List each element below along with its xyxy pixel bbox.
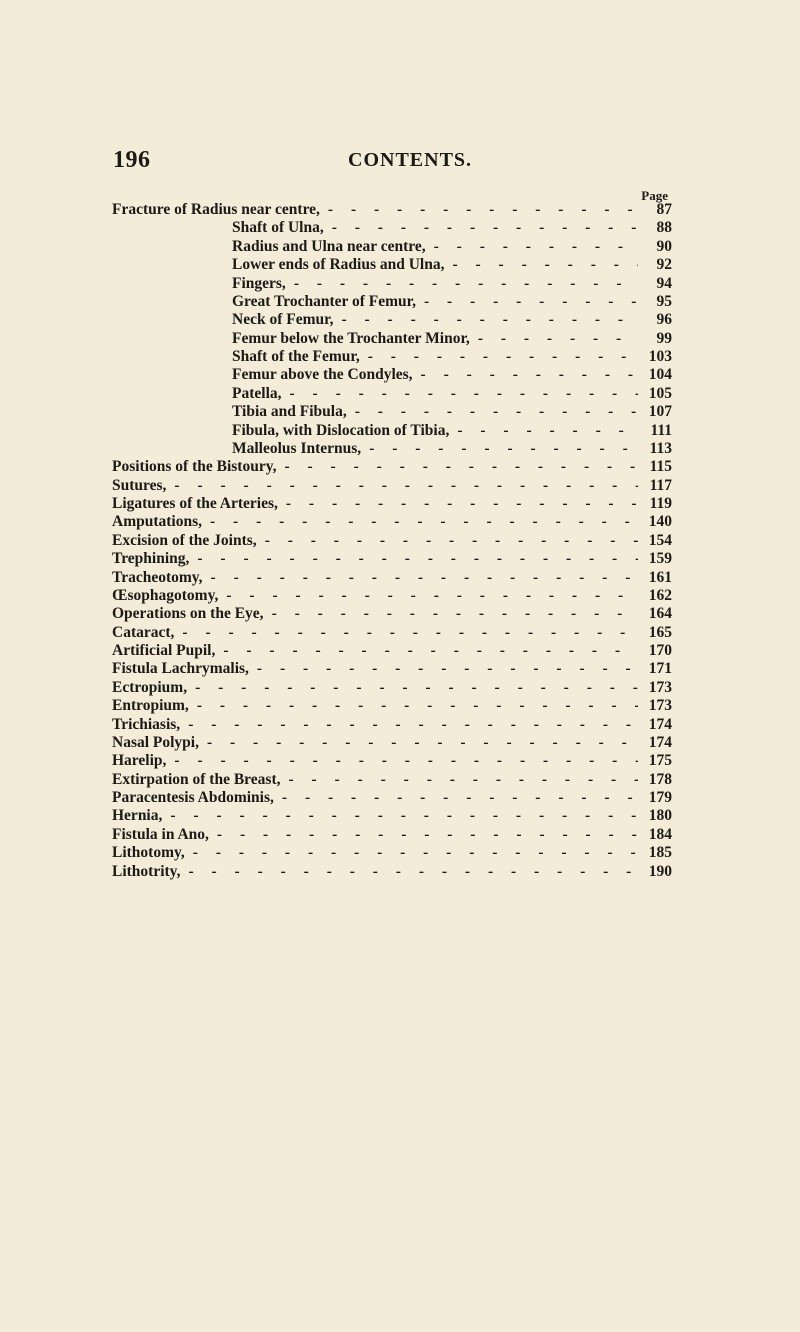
toc-entry-page: 119: [649, 495, 672, 512]
toc-entry-title: Ectropium,: [112, 678, 188, 696]
toc-entry-title: Paracentesis Abdominis,: [112, 789, 274, 806]
toc-entry: [112, 642, 672, 660]
toc-entry-page: 104: [648, 366, 672, 384]
toc-entry-page: 103: [648, 348, 672, 365]
toc-entry: [112, 366, 672, 384]
toc-entry-page: 105: [648, 384, 672, 402]
toc-entry: [112, 403, 672, 421]
toc-entry-page: 99: [656, 329, 672, 347]
toc-entry: [112, 844, 672, 862]
toc-entry-page: 111: [650, 421, 672, 439]
dot-leader: [218, 587, 638, 605]
dot-leader: [189, 697, 638, 715]
dot-leader: [470, 330, 638, 348]
toc-entry-page: 171: [648, 660, 672, 678]
toc-entry-page: 175: [648, 752, 672, 770]
toc-entry: [112, 605, 672, 623]
toc-entry-page: 88: [656, 219, 672, 237]
toc-entry-page: 87: [656, 201, 672, 218]
dot-leader: [264, 605, 638, 623]
toc-entry-title: Fibula, with Dislocation of Tibia,: [232, 421, 450, 439]
table-of-contents: [112, 201, 672, 881]
toc-entry: [112, 238, 672, 256]
toc-entry-page: 174: [648, 715, 672, 733]
toc-entry: [112, 440, 672, 458]
toc-entry-title: Harelip,: [112, 752, 167, 770]
toc-entry: [112, 422, 672, 440]
dot-leader: [274, 789, 638, 807]
toc-entry-page: 154: [648, 531, 672, 549]
dot-leader: [276, 458, 638, 476]
dot-leader: [347, 403, 638, 421]
toc-entry: [112, 495, 672, 513]
dot-leader: [413, 366, 638, 384]
toc-entry-title: Malleolus Internus,: [232, 439, 362, 457]
toc-entry: [112, 587, 672, 605]
toc-entry-title: Fistula Lachrymalis,: [112, 660, 249, 678]
toc-entry-page: 173: [648, 697, 672, 715]
dot-leader: [361, 440, 638, 458]
toc-entry-title: Great Trochanter of Femur,: [232, 292, 416, 310]
dot-leader: [202, 513, 638, 531]
dot-leader: [215, 642, 638, 660]
dot-leader: [416, 293, 638, 311]
toc-entry-title: Ligatures of the Arteries,: [112, 495, 278, 512]
toc-entry: [112, 201, 672, 219]
toc-entry: [112, 679, 672, 697]
toc-entry-title: Œsophagotomy,: [112, 586, 219, 604]
toc-entry-title: Amputations,: [112, 513, 203, 531]
toc-entry-page: 161: [648, 568, 672, 586]
toc-entry: [112, 293, 672, 311]
toc-entry-title: Trichiasis,: [112, 715, 181, 733]
toc-entry-page: 92: [656, 256, 672, 274]
dot-leader: [249, 660, 638, 678]
dot-leader: [209, 826, 638, 844]
dot-leader: [166, 477, 638, 495]
toc-entry: [112, 311, 672, 329]
dot-leader: [360, 348, 638, 366]
toc-entry-title: Lithotrity,: [112, 862, 181, 880]
toc-entry: [112, 807, 672, 825]
toc-entry-page: 178: [648, 770, 672, 788]
toc-entry-title: Fingers,: [232, 274, 286, 292]
dot-leader: [333, 311, 638, 329]
toc-entry-page: 164: [648, 605, 672, 623]
toc-entry-page: 140: [648, 513, 672, 531]
toc-entry: [112, 789, 672, 807]
toc-entry-page: 115: [649, 458, 672, 476]
toc-entry-page: 174: [648, 733, 672, 751]
toc-entry: [112, 348, 672, 366]
dot-leader: [203, 569, 638, 587]
toc-entry: [112, 697, 672, 715]
toc-entry-page: 180: [648, 807, 672, 825]
dot-leader: [162, 807, 638, 825]
toc-entry: [112, 532, 672, 550]
toc-entry: [112, 826, 672, 844]
toc-entry-page: 173: [648, 678, 672, 696]
toc-entry: [112, 458, 672, 476]
dot-leader: [444, 256, 638, 274]
toc-entry-title: Positions of the Bistoury,: [112, 458, 277, 476]
toc-entry-title: Radius and Ulna near centre,: [232, 237, 426, 255]
toc-entry-title: Femur below the Trochanter Minor,: [232, 329, 470, 347]
toc-entry-title: Tibia and Fibula,: [232, 403, 347, 421]
toc-entry-page: 117: [649, 476, 672, 494]
dot-leader: [199, 734, 638, 752]
toc-entry: [112, 716, 672, 734]
dot-leader: [324, 219, 638, 237]
toc-entry-title: Trephining,: [112, 550, 190, 568]
toc-entry-title: Fistula in Ano,: [112, 825, 209, 843]
page-column-label: Page: [641, 188, 668, 203]
toc-entry: [112, 624, 672, 642]
toc-entry: [112, 863, 672, 881]
toc-entry-title: Shaft of the Femur,: [232, 348, 360, 365]
toc-entry-title: Shaft of Ulna,: [232, 219, 324, 237]
toc-entry-title: Sutures,: [112, 476, 167, 494]
page-header: [0, 147, 800, 175]
toc-entry-page: 185: [648, 844, 672, 862]
toc-entry: [112, 771, 672, 789]
toc-entry-title: Lithotomy,: [112, 844, 185, 862]
toc-entry-title: Artificial Pupil,: [112, 642, 216, 659]
toc-entry: [112, 660, 672, 678]
toc-entry-title: Femur above the Condyles,: [232, 366, 413, 384]
toc-entry-page: 170: [648, 642, 672, 659]
toc-entry-page: 165: [648, 623, 672, 641]
dot-leader: [320, 201, 638, 219]
toc-entry-page: 190: [648, 862, 672, 880]
dot-leader: [180, 716, 638, 734]
toc-entry-page: 107: [648, 403, 672, 421]
toc-entry-page: 94: [656, 274, 672, 292]
toc-entry: [112, 219, 672, 237]
toc-entry-title: Hernia,: [112, 807, 163, 825]
toc-entry: [112, 330, 672, 348]
dot-leader: [426, 238, 638, 256]
toc-entry: [112, 513, 672, 531]
toc-entry-title: Patella,: [232, 384, 282, 402]
running-head: CONTENTS.: [348, 149, 473, 171]
dot-leader: [449, 422, 638, 440]
toc-entry-title: Operations on the Eye,: [112, 605, 264, 623]
toc-entry-title: Lower ends of Radius and Ulna,: [232, 256, 445, 274]
dot-leader: [166, 752, 638, 770]
dot-leader: [257, 532, 638, 550]
toc-entry-title: Cataract,: [112, 623, 175, 641]
dot-leader: [280, 771, 638, 789]
toc-entry: [112, 569, 672, 587]
toc-entry-title: Tracheotomy,: [112, 568, 203, 586]
page-number: 196: [113, 147, 151, 173]
toc-entry: [112, 752, 672, 770]
toc-entry-title: Excision of the Joints,: [112, 531, 257, 549]
toc-entry: [112, 385, 672, 403]
dot-leader: [180, 863, 638, 881]
toc-entry-page: 90: [656, 237, 672, 255]
toc-entry-title: Neck of Femur,: [232, 311, 334, 329]
toc-entry-page: 162: [648, 586, 672, 604]
dot-leader: [189, 550, 638, 568]
toc-entry-page: 184: [648, 825, 672, 843]
dot-leader: [174, 624, 638, 642]
toc-entry: [112, 734, 672, 752]
toc-entry-title: Entropium,: [112, 697, 189, 715]
dot-leader: [286, 275, 638, 293]
dot-leader: [187, 679, 638, 697]
dot-leader: [282, 385, 639, 403]
toc-entry-page: 95: [656, 292, 672, 310]
toc-entry: [112, 477, 672, 495]
toc-entry-page: 179: [648, 789, 672, 806]
toc-entry-page: 96: [656, 311, 672, 329]
toc-entry: [112, 550, 672, 568]
toc-entry: [112, 275, 672, 293]
toc-entry: [112, 256, 672, 274]
toc-entry-title: Extirpation of the Breast,: [112, 770, 281, 788]
dot-leader: [278, 495, 638, 513]
toc-entry-title: Fracture of Radius near centre,: [112, 201, 320, 218]
toc-entry-page: 159: [648, 550, 672, 568]
toc-entry-title: Nasal Polypi,: [112, 733, 199, 751]
toc-entry-page: 113: [649, 439, 672, 457]
dot-leader: [185, 844, 638, 862]
